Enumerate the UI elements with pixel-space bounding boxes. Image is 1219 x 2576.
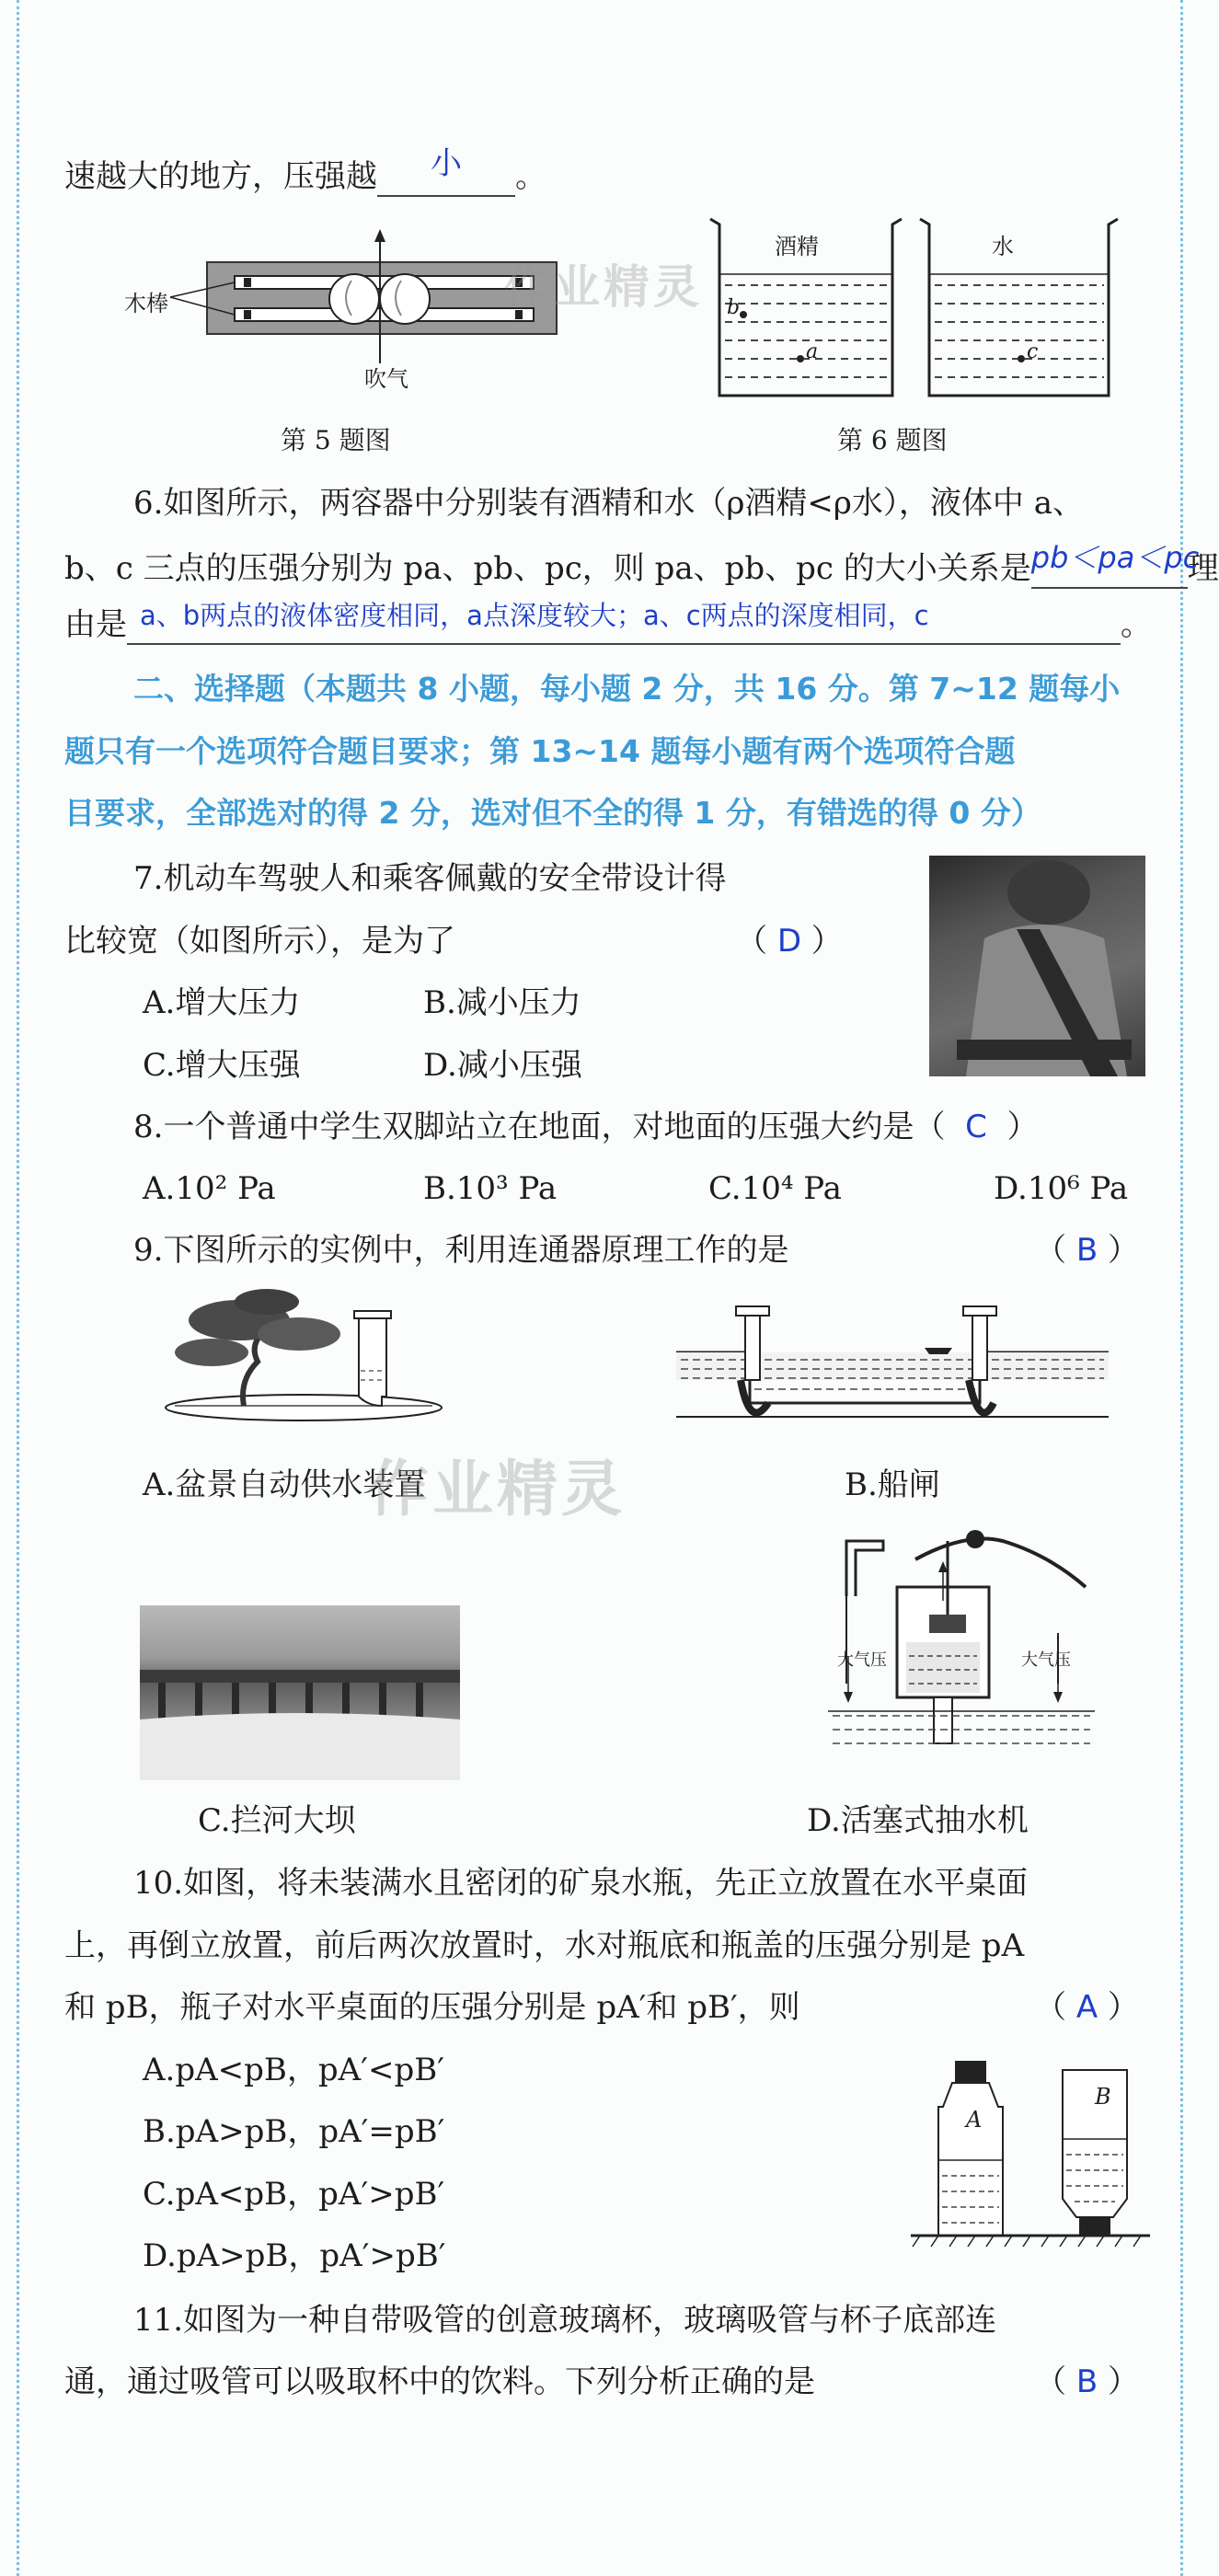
- q6-answer-reason: a、b两点的液体密度相同，a点深度较大；a、c两点的深度相同，c: [140, 600, 929, 631]
- watermark-middle: 作业精灵: [368, 1454, 626, 1524]
- q10-line3: 和 pB，瓶子对水平桌面的压强分别是 pA′和 pB′，则: [64, 1989, 800, 2026]
- left-border: [17, 0, 19, 2576]
- q10-label-b: B: [1095, 2084, 1111, 2110]
- q7-option-a: A.增大压力: [143, 984, 301, 1021]
- fig5-label-wood: 木棒: [124, 291, 168, 316]
- q8-option-b: B.10³ Pa: [423, 1170, 558, 1207]
- fig5-ball-right: [380, 274, 430, 324]
- section2-line2: 题只有一个选项符合题目要求；第 13~14 题每小题有两个选项符合题: [64, 733, 1016, 769]
- fig6-point-b: [740, 311, 747, 318]
- q10-line2: 上，再倒立放置，前后两次放置时，水对瓶底和瓶盖的压强分别是 pA: [64, 1927, 1025, 1964]
- q9-option-a: A.盆景自动供水装置: [143, 1466, 426, 1503]
- q9-fig-bonsai: [156, 1288, 460, 1435]
- q8-option-c: C.10⁴ Pa: [708, 1170, 842, 1207]
- q6-line3: 由是 a、b两点的液体密度相同，a点深度较大；a、c两点的深度相同，c 。: [64, 600, 1152, 643]
- q10-fig-bottles: [911, 2052, 1150, 2263]
- q7-seatbelt-photo: [929, 856, 1145, 1076]
- q6-line1: 6.如图所示，两容器中分别装有酒精和水（ρ酒精<ρ水），液体中 a、: [133, 485, 1084, 522]
- q10-line1: 10.如图，将未装满水且密闭的矿泉水瓶，先正立放置在水平桌面: [133, 1865, 1029, 1902]
- section2-line3: 目要求，全部选对的得 2 分，选对但不全的得 1 分，有错选的得 0 分）: [64, 795, 1041, 831]
- q9-option-b: B.船闸: [845, 1466, 940, 1503]
- fig6-label-c: c: [1027, 340, 1039, 363]
- right-border: [1180, 0, 1183, 2576]
- fig5-label-blow: 吹气: [364, 366, 408, 392]
- q6-answer-relation: pb＜pa＜pc: [1030, 540, 1200, 575]
- fig6-diagram: [699, 212, 1159, 405]
- q9-answer-bracket: （ B ）: [1035, 1232, 1139, 1269]
- q8-option-a: A.10² Pa: [143, 1170, 276, 1207]
- q9-fig-dam: [140, 1605, 460, 1780]
- q9-pump-label-right: 大气压: [1021, 1650, 1071, 1670]
- q10-option-d: D.pA>pB，pA′>pB′: [143, 2237, 446, 2274]
- q7-option-b: B.减小压力: [423, 984, 581, 1021]
- q7-answer: D: [776, 923, 801, 960]
- q10-answer: A: [1075, 1989, 1098, 2026]
- fig6-caption: 第 6 题图: [837, 425, 948, 455]
- fig6-point-a: [797, 355, 804, 362]
- q9-answer: B: [1075, 1232, 1098, 1269]
- section2-line1: 二、选择题（本题共 8 小题，每小题 2 分，共 16 分。第 7~12 题每小: [133, 671, 1121, 707]
- q8-answer: C: [965, 1109, 987, 1145]
- q11-line1: 11.如图为一种自带吸管的创意玻璃杯，玻璃吸管与杯子底部连: [133, 2302, 997, 2339]
- q8-option-d: D.10⁶ Pa: [994, 1170, 1129, 1207]
- watermark-top: 作业精灵: [504, 260, 703, 314]
- q10-answer-bracket: （ A ）: [1035, 1989, 1139, 2026]
- q7-line2: 比较宽（如图所示），是为了: [64, 923, 455, 960]
- fig6-label-water: 水: [992, 234, 1014, 259]
- fig6-beaker-water: [920, 219, 1118, 396]
- q6-line2: b、c 三点的压强分别为 pa、pb、pc，则 pa、pb、pc 的大小关系是pb＜pa＜pc理: [64, 540, 1219, 587]
- q5-answer: 小: [431, 145, 462, 182]
- q9-question: 9.下图所示的实例中，利用连通器原理工作的是: [133, 1232, 789, 1269]
- q7-answer-bracket: （ D ）: [736, 923, 843, 960]
- q11-answer-bracket: （ B ）: [1035, 2363, 1139, 2400]
- q5-tail: 速越大的地方，压强越 小 。: [64, 145, 546, 195]
- fig5-ball-left: [329, 274, 379, 324]
- q11-line2: 通，通过吸管可以吸取杯中的饮料。下列分析正确的是: [64, 2363, 815, 2400]
- q11-answer: B: [1075, 2363, 1098, 2400]
- q7-line1: 7.机动车驾驶人和乘客佩戴的安全带设计得: [133, 860, 727, 897]
- q9-option-d: D.活塞式抽水机: [807, 1802, 1029, 1839]
- fig6-point-c: [1018, 355, 1025, 362]
- q9-fig-shiplock: [676, 1297, 1109, 1435]
- q9-option-c: C.拦河大坝: [198, 1802, 356, 1839]
- fig6-label-a: a: [806, 340, 819, 363]
- q10-option-c: C.pA<pB，pA′>pB′: [143, 2176, 445, 2213]
- fig6-label-b: b: [727, 296, 741, 319]
- q9-pump-label-left: 大气压: [837, 1650, 887, 1670]
- q8-question: 8.一个普通中学生双脚站立在地面，对地面的压强大约是（ C ）: [133, 1109, 1039, 1145]
- q7-option-d: D.减小压强: [423, 1047, 582, 1084]
- fig5-caption: 第 5 题图: [281, 425, 391, 455]
- q10-bottle-a: [938, 2061, 1003, 2236]
- q7-option-c: C.增大压强: [143, 1047, 301, 1084]
- q10-option-b: B.pA>pB，pA′=pB′: [143, 2113, 445, 2150]
- q10-label-a: A: [966, 2107, 983, 2133]
- fig6-label-alcohol: 酒精: [775, 234, 819, 259]
- q10-option-a: A.pA<pB，pA′<pB′: [143, 2052, 444, 2088]
